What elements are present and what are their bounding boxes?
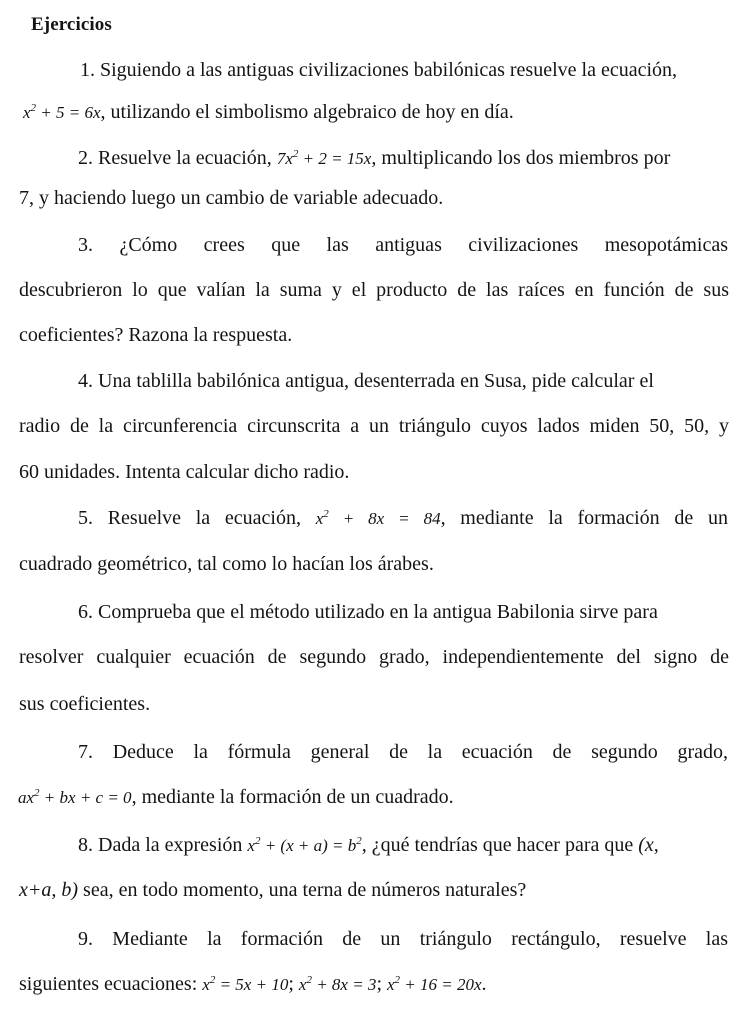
exercise-6-line-3: sus coeficientes. [19,693,151,715]
exercise-9-equation-c: $x^2 + 16 = 20x$ [387,974,482,994]
exercise-4-line-3: 60 unidades. Intenta calcular dicho radio. [19,461,350,483]
exercise-3-line-2: descubrieron lo que valían la suma y el producto de las raíces en función de sus [19,279,729,301]
exercise-6-line-2: resolver cualquier ecuación de segundo grado, independientemente del signo de [19,646,729,668]
exercise-1-line-2: $x^2 + 5 = 6x$, utilizando el simbolismo algebraico de hoy en día. [23,101,514,123]
exercise-9-equation-b: $x^2 + 8x = 3$ [298,974,377,994]
exercise-8-line-2: x+a, b) sea, en todo momento, una terna de números naturales? [19,879,527,901]
exercise-1-equation: $x^2 + 5 = 6x$ [23,102,101,122]
exercise-9-line-2: siguientes ecuaciones: $x^2 = 5x + 10$; $x^2 + 8x = 3$; $x^2 + 16 = 20x$. [19,973,487,995]
exercise-5-line-2: cuadrado geométrico, tal como lo hacían los árabes. [19,553,434,575]
exercise-2-equation: $7x^2 + 2 = 15x$ [276,148,372,168]
exercise-9-equation-a: $x^2 = 5x + 10$ [202,974,289,994]
exercise-1-line-1: 1. Siguiendo a las antiguas civilizaciones babilónicas resuelve la ecuación, [80,59,678,81]
exercise-8-equation: $x^2 + (x + a) = b^2$ [247,835,362,855]
exercise-2-line-2: 7, y haciendo luego un cambio de variable adecuado. [19,187,444,209]
exercise-8-line-1: 8. Dada la expresión $x^2 + (x + a) = b^2$, ¿qué tendrías que hacer para que (x, [78,834,659,856]
exercise-5-line-1: 5. Resuelve la ecuación, $x^2 + 8x = 84$, mediante la formación de un [78,507,728,529]
exercise-5-equation: $x^2 + 8x = 84$ [315,508,441,528]
exercise-7-equation: $ax^2$ + bx + c = 0 [18,787,132,807]
exercise-6-line-1: 6. Comprueba que el método utilizado en la antigua Babilonia sirve para [78,601,658,623]
page-title: Ejercicios [31,14,112,35]
exercise-7-line-2: $ax^2$ + bx + c = 0, mediante la formación de un cuadrado. [18,786,454,808]
exercise-4-line-1: 4. Una tablilla babilónica antigua, desenterrada en Susa, pide calcular el [78,370,654,392]
exercise-2-line-1: 2. Resuelve la ecuación, $7x^2 + 2 = 15x$, multiplicando los dos miembros por [78,147,671,169]
exercise-7-line-1: 7. Deduce la fórmula general de la ecuación de segundo grado, [78,741,728,763]
exercise-9-line-1: 9. Mediante la formación de un triángulo rectángulo, resuelve las [78,928,728,950]
exercise-3-line-1: 3. ¿Cómo crees que las antiguas civilizaciones mesopotámicas [78,234,728,256]
exercise-4-line-2: radio de la circunferencia circunscrita a un triángulo cuyos lados miden 50, 50, y [19,415,729,437]
exercise-3-line-3: coeficientes? Razona la respuesta. [19,324,293,346]
